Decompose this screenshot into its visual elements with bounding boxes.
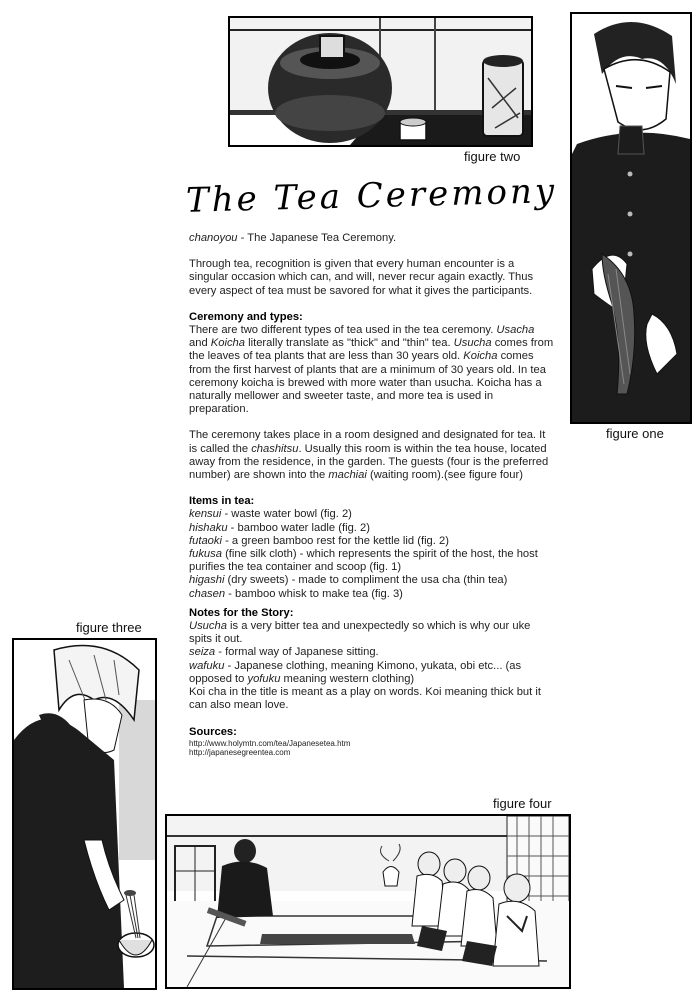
room-s2: . Usually this room is within the tea house, located away from the residence, in the garden. The guests (four is the preferred number) are shown into the [189, 442, 549, 482]
room-machiai: machiai [328, 469, 367, 482]
source-link[interactable]: http://www.holymtn.com/tea/Japanesetea.htm [189, 738, 351, 748]
list-item [189, 522, 554, 535]
note-term: seiza [189, 646, 216, 659]
item-term: futaoki [189, 534, 222, 547]
note-term: yofuku [247, 672, 281, 685]
item-desc: - a green bamboo rest for the kettle lid (fig. 2) [221, 534, 449, 547]
figure-one-illustration [572, 14, 690, 422]
note-term: Usucha [189, 620, 227, 633]
item-desc: - waste water bowl (fig. 2) [221, 508, 352, 521]
note-term: wafuku [189, 659, 225, 672]
figure-two-caption: figure two [464, 149, 521, 164]
room-s3: (waiting room).(see figure four) [366, 469, 523, 482]
page-title: The Tea Ceremony [185, 171, 558, 221]
item-desc: - bamboo whisk to make tea (fig. 3) [225, 587, 403, 600]
ceremony-and: and [189, 337, 211, 350]
figure-three-panel [12, 638, 157, 990]
figure-three-caption: figure three [76, 620, 142, 635]
item-term: fukusa [189, 548, 222, 561]
room-chashitsu: chashitsu [251, 442, 299, 455]
section-sources [189, 726, 554, 758]
figure-two-illustration [230, 18, 531, 145]
section-ceremony [189, 311, 554, 417]
ceremony-usucha: Usucha [453, 337, 492, 350]
note-wafuku [189, 660, 554, 686]
article-body [189, 232, 554, 758]
intro-rest: - The Japanese Tea Ceremony. [237, 232, 397, 244]
figure-four-illustration [167, 816, 569, 987]
section-items [189, 495, 554, 601]
items-heading: Items in tea: [189, 495, 255, 508]
figure-three-illustration [14, 640, 155, 988]
intro-line [189, 232, 554, 245]
note-seiza [189, 646, 554, 659]
section-notes [189, 607, 554, 713]
list-item [189, 508, 554, 521]
ceremony-s2: literally translate as "thick" and "thin" tea. [245, 337, 451, 350]
list-item [189, 588, 554, 601]
list-item [189, 535, 554, 548]
item-term: higashi [189, 574, 225, 587]
intro-term: chanoyou [189, 232, 238, 244]
figure-two-panel [228, 16, 533, 147]
figure-one-panel [570, 12, 692, 424]
note-desc: - formal way of Japanese sitting. [215, 646, 379, 659]
sources-heading: Sources: [189, 725, 237, 738]
section-room [189, 429, 554, 482]
ceremony-koicha: Koicha [210, 337, 245, 350]
ceremony-s4: comes from the first harvest of plants that are a minimum of 30 years old. In tea ceremony koicha is brewed with more water than usucha. Koicha has a naturally mellower and sweeter taste, and more tea is used in preparation. [189, 350, 546, 416]
item-desc: - bamboo water ladle (fig. 2) [227, 521, 370, 534]
ceremony-koicha2: Koicha [463, 350, 498, 363]
note-koi: Koi cha in the title is meant as a play on words. Koi meaning thick but it can also mean love. [189, 686, 541, 712]
item-term: chasen [189, 587, 226, 600]
figure-four-panel [165, 814, 571, 989]
item-term: hishaku [189, 521, 228, 534]
item-term: kensui [189, 508, 222, 521]
item-desc: (dry sweets) - made to compliment the usa cha (thin tea) [224, 574, 508, 587]
ceremony-s3: comes from the leaves of tea plants that are less than 30 years old. [189, 337, 554, 363]
room-s1: The ceremony takes place in a room designed and designated for tea. It is called the [189, 429, 546, 455]
list-item [189, 548, 554, 574]
list-item [189, 574, 554, 587]
ceremony-usacha: Usacha [496, 324, 535, 337]
item-desc: (fine silk cloth) - which represents the spirit of the host, the host purifies the tea container and scoop (fig. 1) [189, 548, 538, 574]
note-usucha [189, 620, 554, 646]
figure-one-caption: figure one [606, 426, 664, 441]
paragraph-recognition: Through tea, recognition is given that every human encounter is a singular occasion which can, and will, never recur again exactly. Thus every aspect of tea must be savored for what it gives the participants. [189, 258, 534, 297]
note-desc: meaning western clothing) [280, 672, 415, 685]
notes-heading: Notes for the Story: [189, 606, 294, 619]
source-link[interactable]: http://japanesegreentea.com [189, 748, 291, 757]
note-desc: is a very bitter tea and unexpectedly so which is why our uke spits it out. [189, 620, 531, 646]
ceremony-heading: Ceremony and types: [189, 310, 303, 323]
figure-four-caption: figure four [493, 796, 552, 811]
note-desc: - Japanese clothing, meaning Kimono, yukata, obi etc... (as opposed to [189, 659, 522, 685]
ceremony-s1: There are two different types of tea used in the tea ceremony. [189, 324, 494, 337]
